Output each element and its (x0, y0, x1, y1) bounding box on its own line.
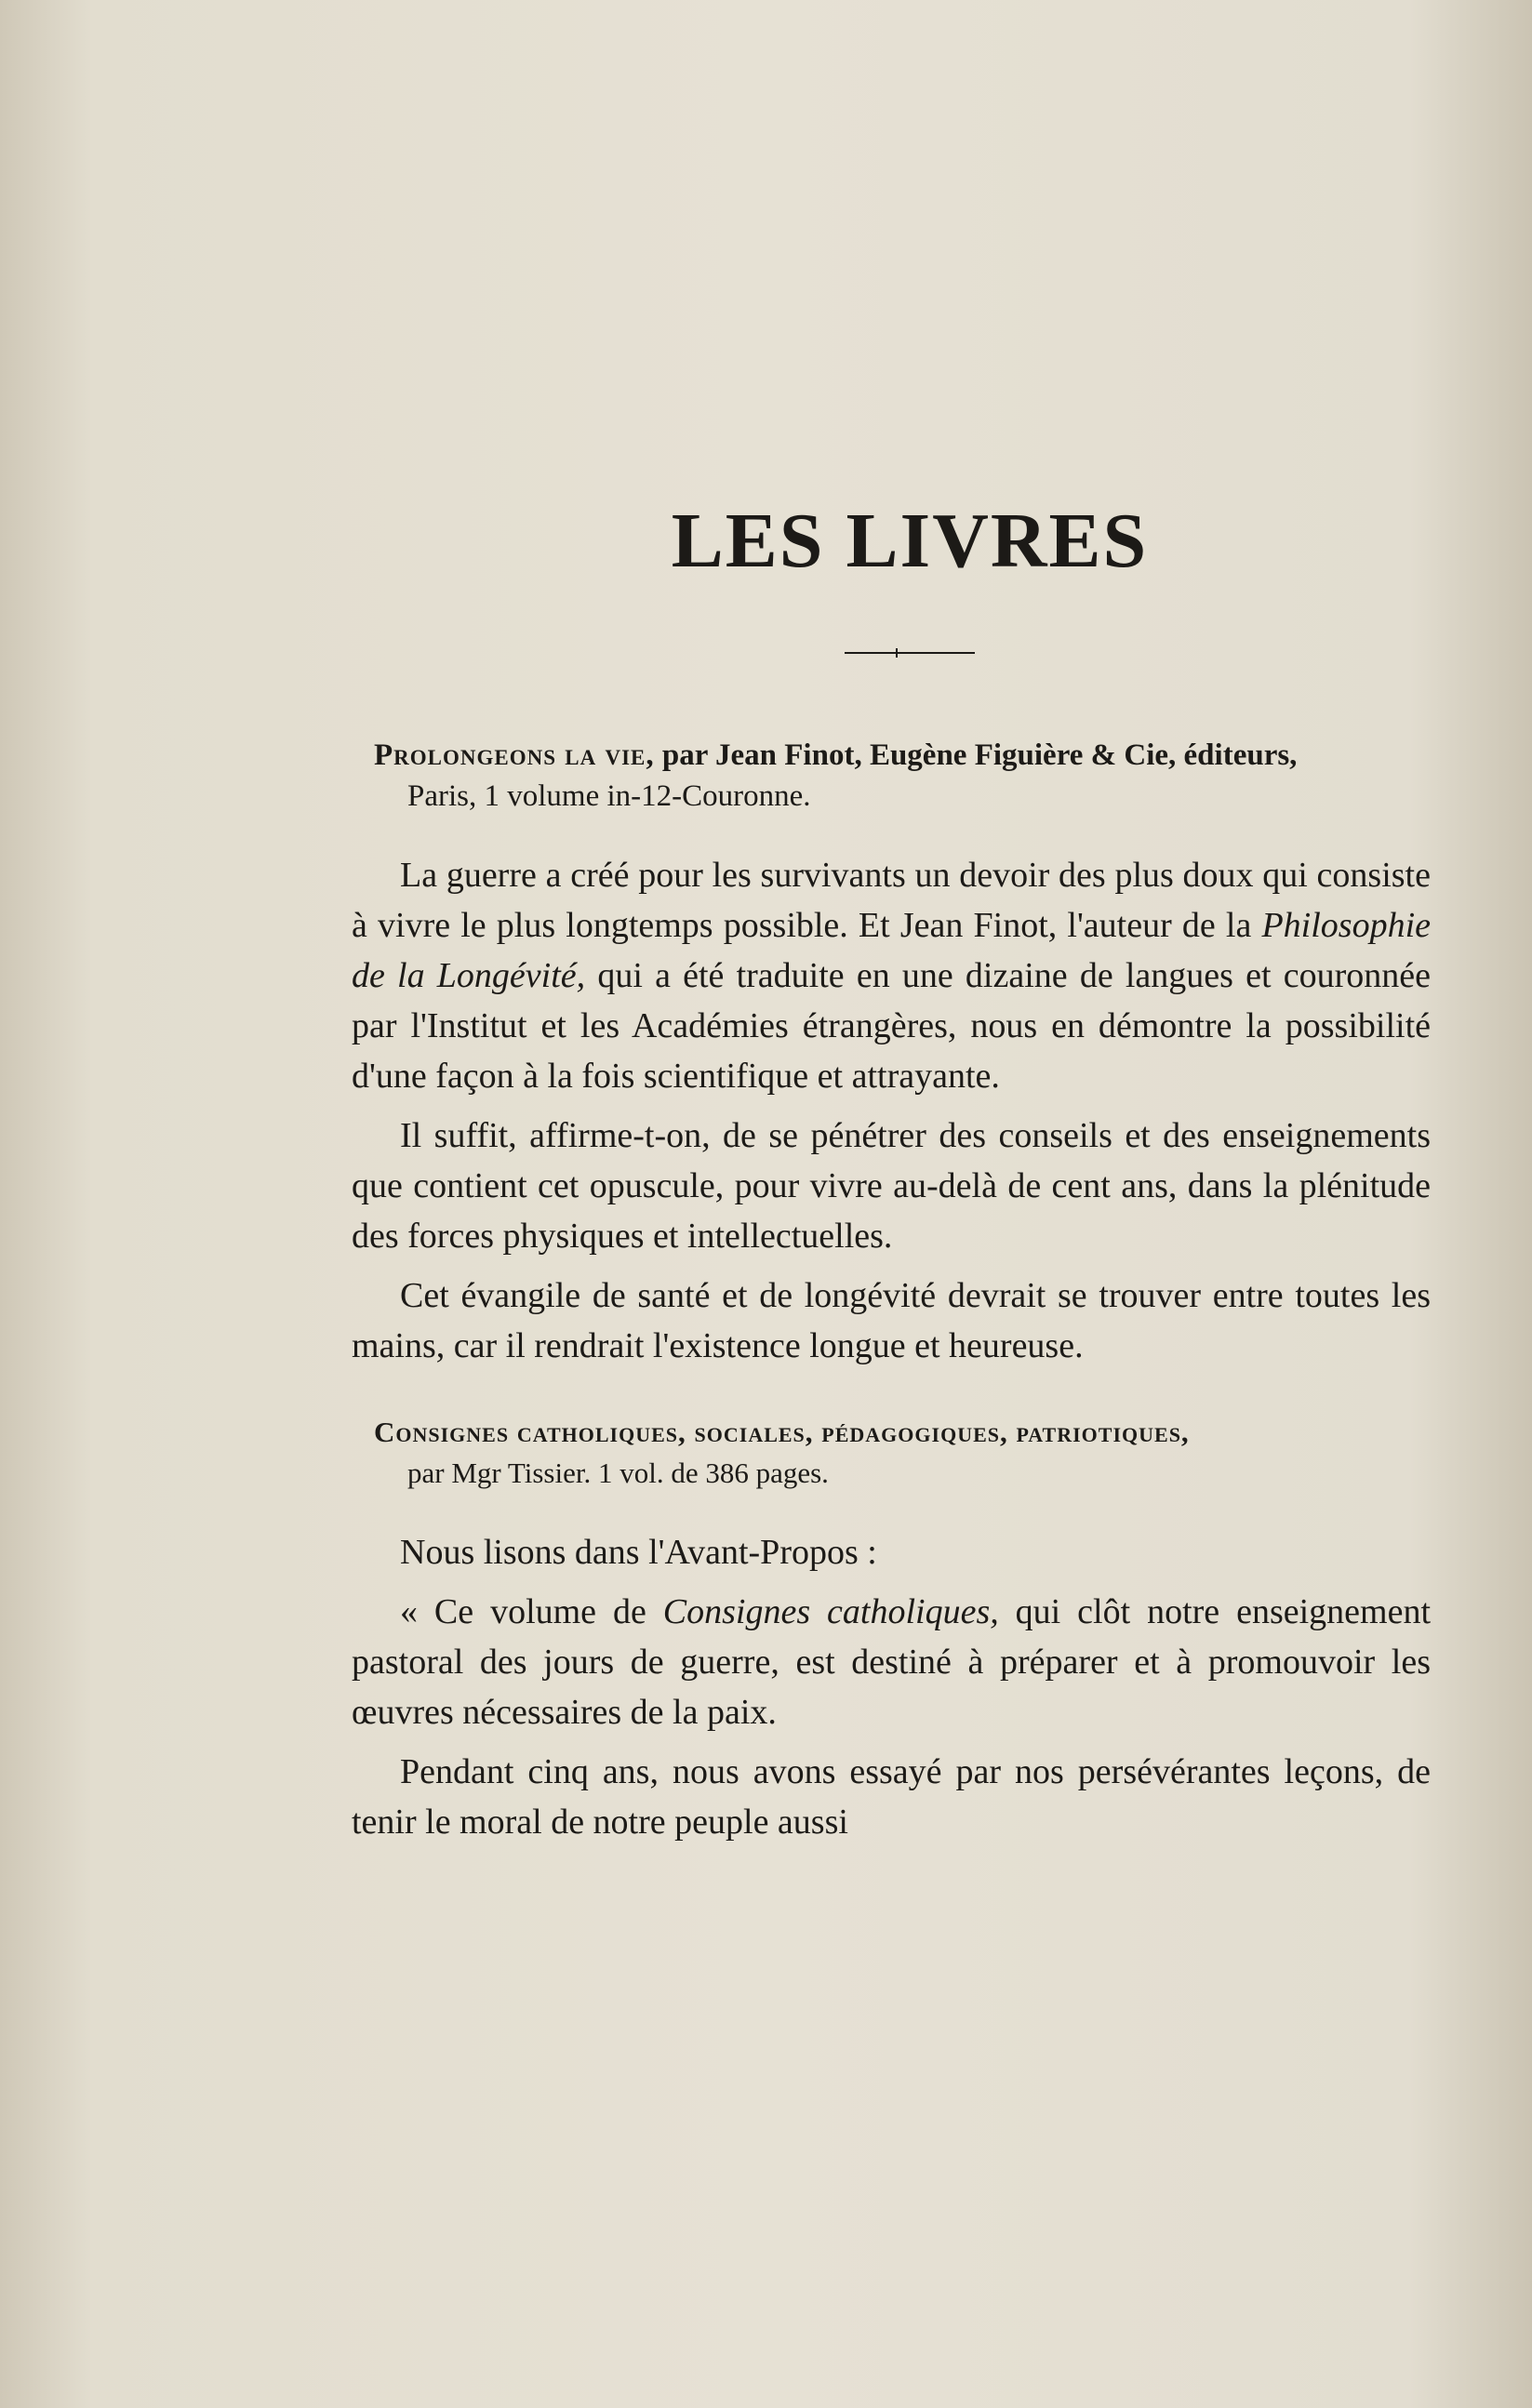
review-paragraph: Nous lisons dans l'Avant-Propos : (400, 1533, 877, 1572)
cited-work-title: Consignes catholiques, (662, 1592, 999, 1631)
review-paragraph: Cet évangile de santé et de longévité devrait se trouver entre toutes les mains, car il rendrait l'existence longue et heureuse. (352, 1276, 1431, 1365)
publication-info: par Jean Finot, Eugène Figuière & Cie, éditeurs, (661, 738, 1298, 772)
publication-info: par Mgr Tissier. 1 vol. de 386 pages. (407, 1457, 829, 1489)
quoted-paragraph: Pendant cinq ans, nous avons essayé par nos persévérantes leçons, de tenir le moral de notre peuple aussi (352, 1752, 1431, 1842)
page-content (352, 498, 1432, 1856)
book-entry-heading-1 (374, 735, 1431, 817)
cited-work-title: Philosophie de la Longévité, (352, 906, 1431, 995)
book-entry-heading-2 (374, 1412, 1431, 1494)
review-paragraph (352, 850, 1431, 1101)
review-paragraph: Il suffit, affirme-t-on, de se pénétrer des conseils et des enseignements que contient cet opuscule, pour vivre au-delà de cent ans, dans la plénitude des forces physiques et intellectuelles. (352, 1116, 1431, 1256)
publication-info-line2: Paris, 1 volume in-12-Couronne. (407, 779, 811, 813)
divider-ornament-icon (845, 645, 975, 660)
paragraph-text: « Ce volume de (400, 1592, 663, 1631)
paragraph-text: qui clôt notre enseignement pastoral des jours de guerre, est destiné à préparer et à promouvoir les œuvres nécessaires de la paix. (352, 1592, 1432, 1732)
quoted-paragraph (352, 1587, 1431, 1737)
book-title: Prolongeons la vie, (374, 738, 655, 772)
book-title: Consignes catholiques, sociales, pédagogiques, patriotiques, (374, 1416, 1190, 1448)
paragraph-text: qui a été traduite en une dizaine de langues et couronnée par l'Institut et les Académies étrangères, nous en démontre la possibilité d'une façon à la fois scientifique et attrayante. (352, 956, 1431, 1096)
paragraph-text: La guerre a créé pour les survivants un devoir des plus doux qui consiste à vivre le plus longtemps possible. Et Jean Finot, l'auteur de la (352, 856, 1431, 945)
page-title: LES LIVRES (671, 498, 1149, 584)
